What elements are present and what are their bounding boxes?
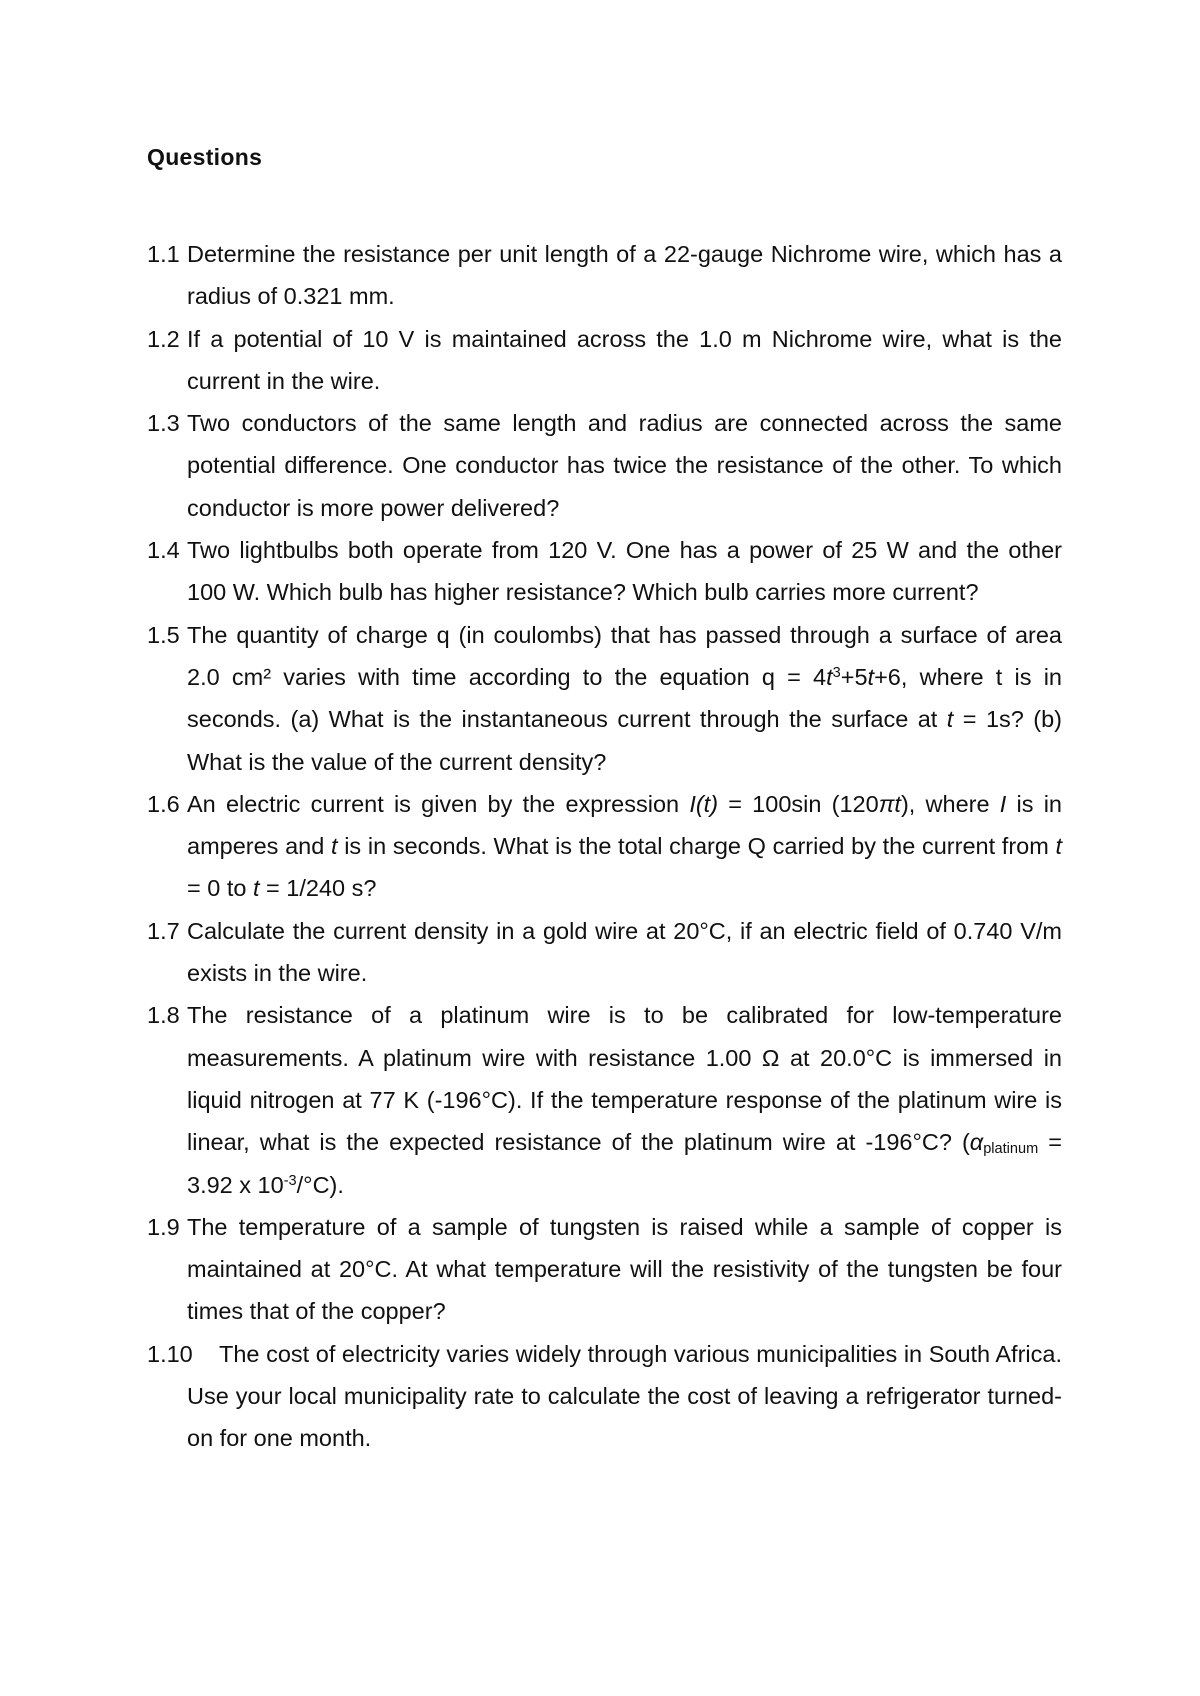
question-text: Determine the resistance per unit length of a 22-gauge Nichrome wire, which has a radius of 0.321 mm. (187, 241, 1062, 310)
question-1-8 (147, 994, 1062, 1205)
text-segment: is in seconds. What is the total charge Q carried by the current from (337, 833, 1056, 860)
text-segment: +6, where t is in seconds. (a) What is the instantaneous current through the surface at (187, 663, 1063, 733)
text-segment: = 100sin (120 (718, 790, 879, 817)
text-segment: The cost of electricity varies widely through various municipalities in South Africa. Use your local municipality rate to calculate the cost of leaving a refrigerator turned-on for one month. (187, 1340, 1062, 1452)
variable-pi-t: πt (878, 790, 901, 817)
text-segment: ), where (900, 790, 1000, 817)
question-text: The temperature of a sample of tungsten is raised while a sample of copper is maintained at 20°C. At what temperature will the resistivity of the tungsten be four times that of the copper? (187, 1213, 1062, 1325)
variable-t: t (1055, 833, 1062, 860)
question-1-4 (147, 529, 1062, 614)
question-1-9 (147, 1206, 1062, 1333)
question-text (187, 1341, 1062, 1452)
text-segment: An electric current is given by the expression (187, 790, 690, 817)
question-number: 1.3 (147, 410, 180, 437)
subscript: platinum (983, 1141, 1039, 1158)
question-1-3 (147, 402, 1062, 529)
question-list (147, 233, 1062, 1460)
question-text: If a potential of 10 V is maintained across the 1.0 m Nichrome wire, what is the current in the wire. (187, 325, 1062, 394)
question-1-5 (147, 614, 1062, 783)
text-segment: /°C). (296, 1171, 344, 1198)
question-number: 1.5 (147, 621, 180, 648)
question-number: 1.10 (147, 1340, 193, 1367)
text-segment: = 1s? (b) What is the value of the current density? (187, 706, 1063, 775)
variable-t: t (252, 875, 260, 902)
question-1-10 (147, 1333, 1062, 1460)
variable-t: t (331, 833, 338, 860)
question-1-7 (147, 910, 1062, 995)
question-number: 1.8 (147, 1002, 180, 1029)
alpha-symbol: α (969, 1129, 984, 1156)
question-number: 1.7 (147, 917, 180, 944)
text-segment: is in amperes and (187, 790, 1062, 860)
text-segment: = 0 to (187, 875, 253, 902)
text-segment: = 3.92 x 10 (187, 1129, 1062, 1198)
text-segment: The resistance of a platinum wire is to be calibrated for low-temperature measurements. A platinum wire with resistance 1.00 Ω at 20.0°C is immersed in liquid nitrogen at 77 K (-196°C). If the temperature response of the platinum wire is linear, what is the expected resistance of the platinum wire at -196°C? ( (187, 1002, 1062, 1156)
question-number: 1.6 (147, 790, 180, 817)
question-text (187, 622, 1062, 775)
text-segment: = 1/240 s? (259, 875, 377, 902)
exponent: -3 (283, 1172, 297, 1189)
question-text: Two lightbulbs both operate from 120 V. One has a power of 25 W and the other 100 W. Which bulb has higher resistance? Which bulb carries more current? (187, 537, 1062, 606)
text-segment: +5 (840, 663, 868, 690)
page-title: Questions (147, 144, 263, 170)
question-number: 1.9 (147, 1213, 180, 1240)
question-1-1 (147, 233, 1062, 318)
variable-it: I(t) (689, 790, 719, 817)
question-number: 1.2 (147, 325, 180, 352)
question-text: Two conductors of the same length and radius are connected across the same potential difference. One conductor has twice the resistance of the other. To which conductor is more power delivered? (187, 410, 1062, 521)
question-number: 1.1 (147, 241, 180, 267)
variable-t: t (946, 706, 954, 733)
question-1-6 (147, 783, 1062, 910)
text-segment: The quantity of charge q (in coulombs) that has passed through a surface of area 2.0 cm² varies with time according to the equation q = 4 (187, 621, 1062, 690)
question-number: 1.4 (147, 537, 180, 564)
variable-i: I (999, 790, 1007, 817)
question-text (187, 791, 1062, 902)
exponent: 3 (832, 664, 841, 681)
question-text (187, 1002, 1062, 1197)
question-text: Calculate the current density in a gold wire at 20°C, if an electric field of 0.740 V/m exists in the wire. (187, 917, 1062, 987)
variable-t: t (867, 663, 875, 690)
variable-t: t (826, 663, 833, 690)
question-1-2 (147, 318, 1062, 403)
